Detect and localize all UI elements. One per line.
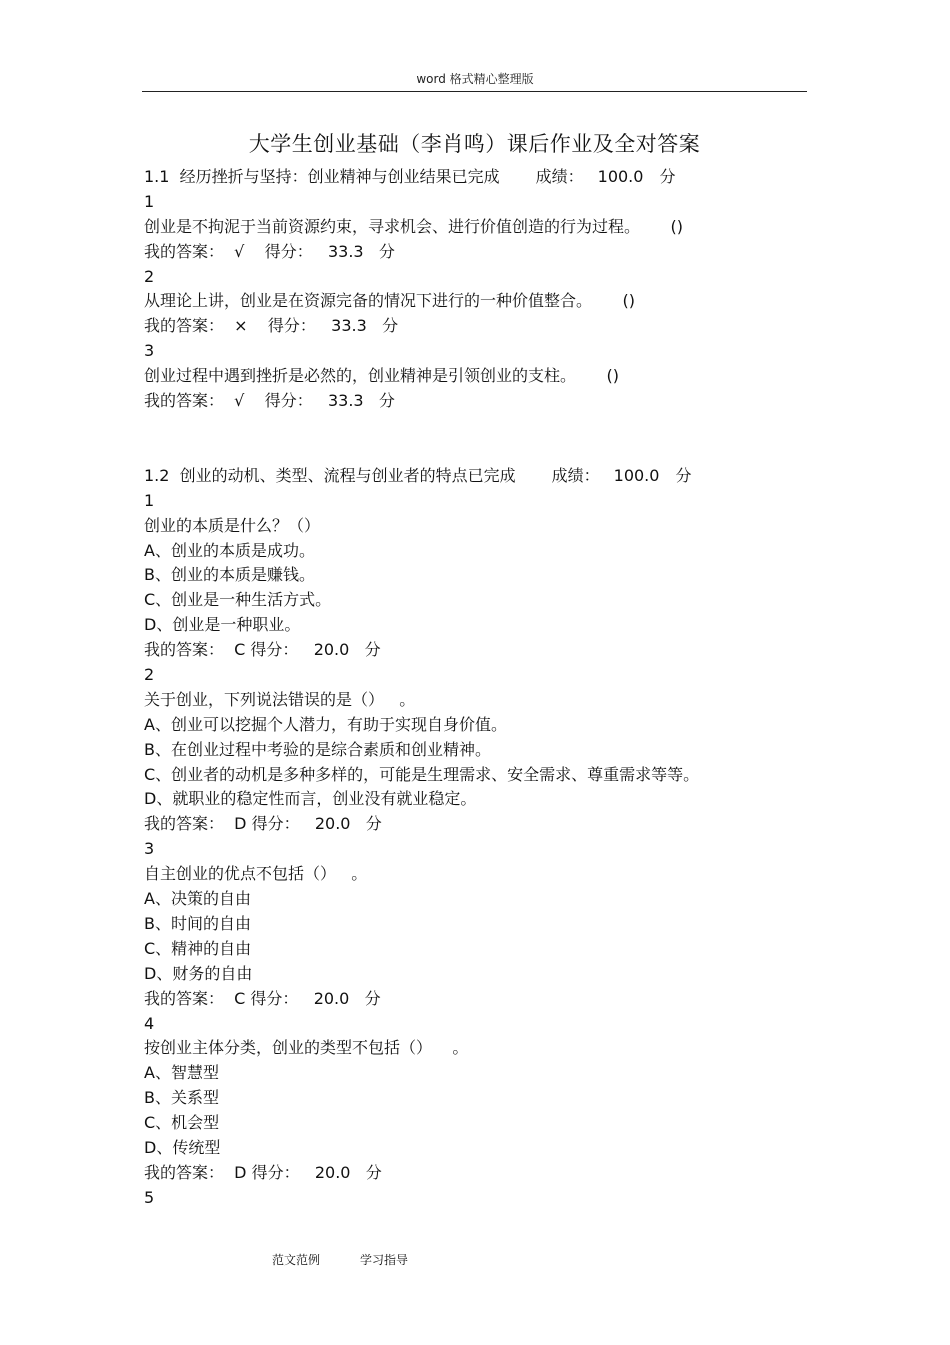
option-c: C、机会型	[144, 1113, 220, 1133]
question-number: 5	[144, 1187, 155, 1207]
option-a: A、创业的本质是成功。	[144, 540, 315, 560]
question-text: 关于创业，下列说法错误的是（） 。	[144, 689, 416, 709]
question-number: 4	[144, 1013, 155, 1033]
answer-line: 我的答案： √ 得分： 33.3 分	[144, 391, 395, 411]
option-c: C、创业者的动机是多种多样的，可能是生理需求、安全需求、尊重需求等等。	[144, 764, 700, 784]
page-header: word 格式精心整理版	[416, 72, 534, 86]
option-d: D、就职业的稳定性而言，创业没有就业稳定。	[144, 789, 477, 809]
answer-line: 我的答案： × 得分： 33.3 分	[144, 316, 399, 336]
footer-right-text: 学习指导	[360, 1253, 409, 1267]
question-text: 从理论上讲，创业是在资源完备的情况下进行的一种价值整合。 ()	[144, 291, 636, 311]
footer-left-text: 范文范例	[272, 1253, 321, 1267]
page-footer	[272, 1251, 408, 1268]
document-title: 大学生创业基础（李肖鸣）课后作业及全对答案	[248, 132, 701, 156]
question-number: 1	[144, 191, 155, 211]
answer-line: 我的答案： √ 得分： 33.3 分	[144, 241, 395, 261]
question-number: 3	[144, 839, 155, 859]
answer-line: 我的答案： D 得分： 20.0 分	[144, 1162, 382, 1182]
option-b: B、在创业过程中考验的是综合素质和创业精神。	[144, 739, 491, 759]
question-number: 3	[144, 341, 155, 361]
option-b: B、关系型	[144, 1088, 219, 1108]
option-c: C、精神的自由	[144, 938, 252, 958]
answer-line: 我的答案： C 得分： 20.0 分	[144, 640, 381, 660]
document-body	[144, 165, 784, 1211]
option-d: D、财务的自由	[144, 963, 253, 983]
header-divider	[142, 91, 807, 92]
question-number: 2	[144, 266, 155, 286]
question-text: 按创业主体分类，创业的类型不包括（） 。	[144, 1038, 469, 1058]
option-b: B、创业的本质是赚钱。	[144, 565, 315, 585]
option-a: A、智慧型	[144, 1063, 219, 1083]
option-d: D、创业是一种职业。	[144, 615, 301, 635]
question-text: 创业过程中遇到挫折是必然的，创业精神是引领创业的支柱。 ()	[144, 366, 620, 386]
answer-line: 我的答案： C 得分： 20.0 分	[144, 988, 381, 1008]
answer-line: 我的答案： D 得分： 20.0 分	[144, 814, 382, 834]
section-spacer	[144, 414, 784, 464]
question-number: 2	[144, 665, 155, 685]
question-number: 1	[144, 490, 155, 510]
option-a: A、创业可以挖掘个人潜力，有助于实现自身价值。	[144, 714, 507, 734]
section-heading-1-2: 1.2 创业的动机、类型、流程与创业者的特点已完成 成绩： 100.0 分	[144, 465, 692, 485]
question-text: 创业的本质是什么？（）	[144, 515, 321, 535]
section-heading-1-1: 1.1 经历挫折与坚持：创业精神与创业结果已完成 成绩： 100.0 分	[144, 167, 676, 186]
option-c: C、创业是一种生活方式。	[144, 590, 332, 610]
option-d: D、传统型	[144, 1137, 221, 1157]
question-text: 自主创业的优点不包括（） 。	[144, 864, 368, 884]
option-a: A、决策的自由	[144, 889, 251, 909]
option-b: B、时间的自由	[144, 913, 251, 933]
question-text: 创业是不拘泥于当前资源约束，寻求机会、进行价值创造的行为过程。 ()	[144, 216, 684, 236]
